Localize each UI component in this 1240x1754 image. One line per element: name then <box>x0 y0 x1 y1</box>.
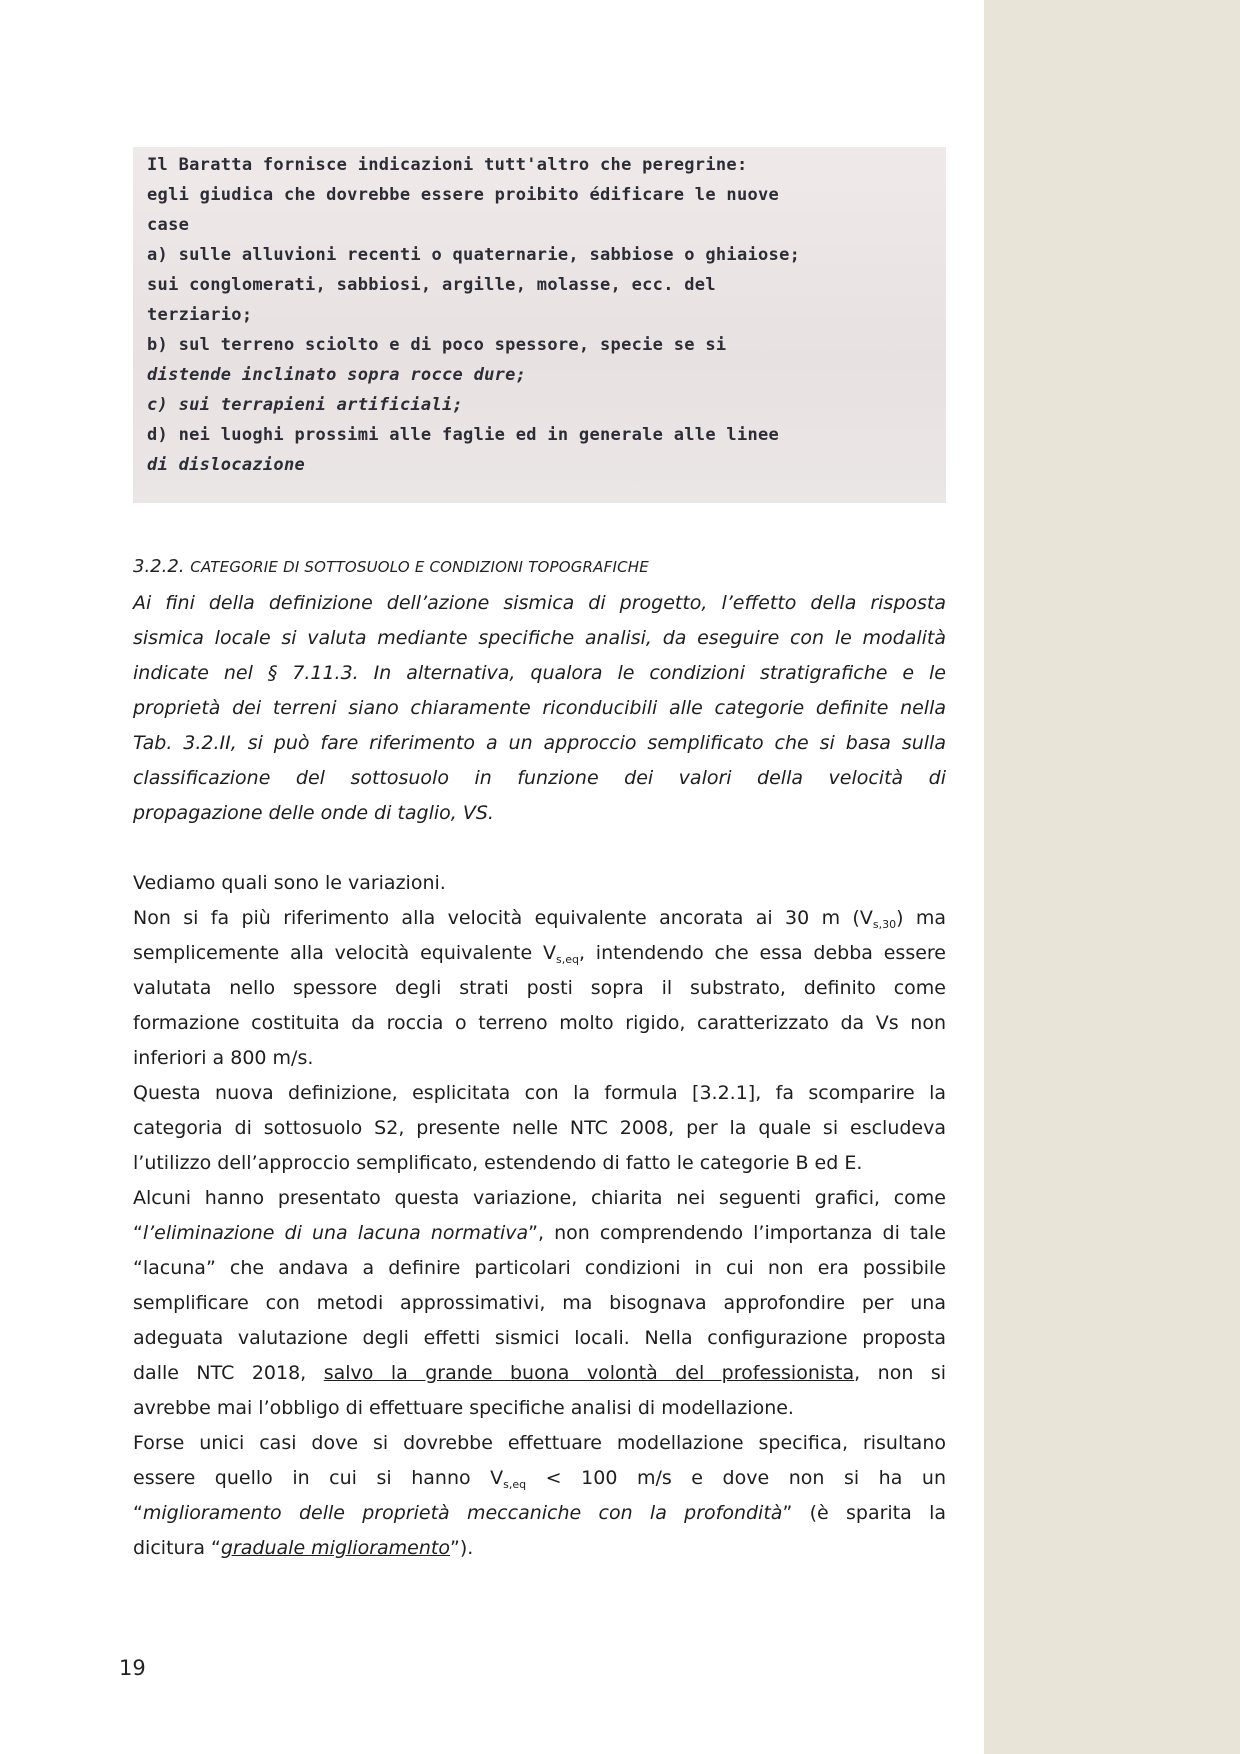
body-text <box>133 866 946 1566</box>
body-line: “l’eliminazione di una lacuna normativa”, non comprendendo l’importanza di tale <box>133 1222 946 1244</box>
quote-line: Ai fini della definizione dell’azione sismica di progetto, l’effetto della risposta <box>133 592 946 614</box>
scan-line: Il Baratta fornisce indicazioni tutt'altro che peregrine: <box>147 155 748 175</box>
body-line: Alcuni hanno presentato questa variazione, chiarita nei seguenti grafici, come <box>133 1187 946 1209</box>
body-line: “miglioramento delle proprietà meccaniche con la profondità” (è sparita la <box>133 1502 946 1524</box>
body-line: adeguata valutazione degli effetti sismici locali. Nella configurazione proposta <box>133 1327 946 1349</box>
body-line: dicitura “graduale miglioramento”). <box>133 1537 474 1559</box>
scan-line: terziario; <box>147 305 253 325</box>
page-number: 19 <box>119 1656 146 1680</box>
scan-line: distende inclinato sopra rocce dure; <box>147 365 527 385</box>
italic-underlined-quote: graduale miglioramento <box>220 1537 450 1559</box>
scan-line: egli giudica che dovrebbe essere proibito édificare le nuove <box>147 185 780 205</box>
scan-line: case <box>147 215 190 235</box>
normative-quote <box>133 586 946 831</box>
body-line: semplificare con metodi approssimativi, ma bisognava approfondire per una <box>133 1292 946 1314</box>
body-line: Questa nuova definizione, esplicitata con la formula [3.2.1], fa scomparire la <box>133 1082 946 1104</box>
scan-line: sui conglomerati, sabbiosi, argille, molasse, ecc. del <box>147 275 716 295</box>
italic-quote: l’eliminazione di una lacuna normativa <box>142 1222 529 1244</box>
section-title: CATEGORIE DI SOTTOSUOLO E CONDIZIONI TOPOGRAFICHE <box>190 558 649 576</box>
scan-line: di dislocazione <box>147 455 306 475</box>
section-number: 3.2.2. <box>133 556 185 577</box>
body-line: dalle NTC 2018, salvo la grande buona volontà del professionista, non si <box>133 1362 946 1384</box>
scan-line: a) sulle alluvioni recenti o quaternarie, sabbiose o ghiaiose; <box>147 245 801 265</box>
quote-line: Tab. 3.2.II, si può fare riferimento a un approccio semplificato che si basa sulla <box>133 732 946 754</box>
body-line: Forse unici casi dove si dovrebbe effettuare modellazione specifica, risultano <box>133 1432 946 1454</box>
scanned-excerpt-image <box>133 147 946 503</box>
scan-line: d) nei luoghi prossimi alle faglie ed in generale alle linee <box>147 425 780 445</box>
body-line: Vediamo quali sono le variazioni. <box>133 872 446 894</box>
body-line: l’utilizzo dell’approccio semplificato, estendendo di fatto le categorie B ed E. <box>133 1152 863 1174</box>
quote-line: classificazione del sottosuolo in funzione dei valori della velocità di <box>133 767 946 789</box>
quote-line: sismica locale si valuta mediante specifiche analisi, da eseguire con le modalità <box>133 627 946 649</box>
section-heading <box>133 556 649 577</box>
scan-line: c) sui terrapieni artificiali; <box>147 395 464 415</box>
body-line: categoria di sottosuolo S2, presente nelle NTC 2008, per la quale si escludeva <box>133 1117 946 1139</box>
body-line: essere quello in cui si hanno $V_{s,eq} < 100$ m/s e dove non si ha un <box>133 1467 946 1491</box>
body-line: valutata nello spessore degli strati posti sopra il substrato, definito come <box>133 977 946 999</box>
decorative-sidebar <box>984 0 1240 1754</box>
body-line: Non si fa più riferimento alla velocità equivalente ancorata ai 30 m $(V_{s,30})$ ma <box>133 907 946 931</box>
body-line: “lacuna” che andava a definire particolari condizioni in cui non era possibile <box>133 1257 946 1279</box>
underlined-phrase: salvo la grande buona volontà del professionista <box>323 1362 855 1384</box>
quote-line: indicate nel § 7.11.3. In alternativa, qualora le condizioni stratigrafiche e le <box>133 662 946 684</box>
quote-line: propagazione delle onde di taglio, VS. <box>133 802 494 824</box>
body-line: avrebbe mai l’obbligo di effettuare specifiche analisi di modellazione. <box>133 1397 794 1419</box>
body-line: inferiori a 800 m/s. <box>133 1047 314 1069</box>
body-line: formazione costituita da roccia o terreno molto rigido, caratterizzato da Vs non <box>133 1012 946 1034</box>
scan-line: b) sul terreno sciolto e di poco spessore, specie se si <box>147 335 727 355</box>
quote-line: proprietà dei terreni siano chiaramente riconducibili alle categorie definite nella <box>133 697 946 719</box>
body-line: semplicemente alla velocità equivalente $V_{s,eq}$, intendendo che essa debba essere <box>133 942 946 966</box>
italic-quote: miglioramento delle proprietà meccaniche con la profondità <box>142 1502 783 1524</box>
